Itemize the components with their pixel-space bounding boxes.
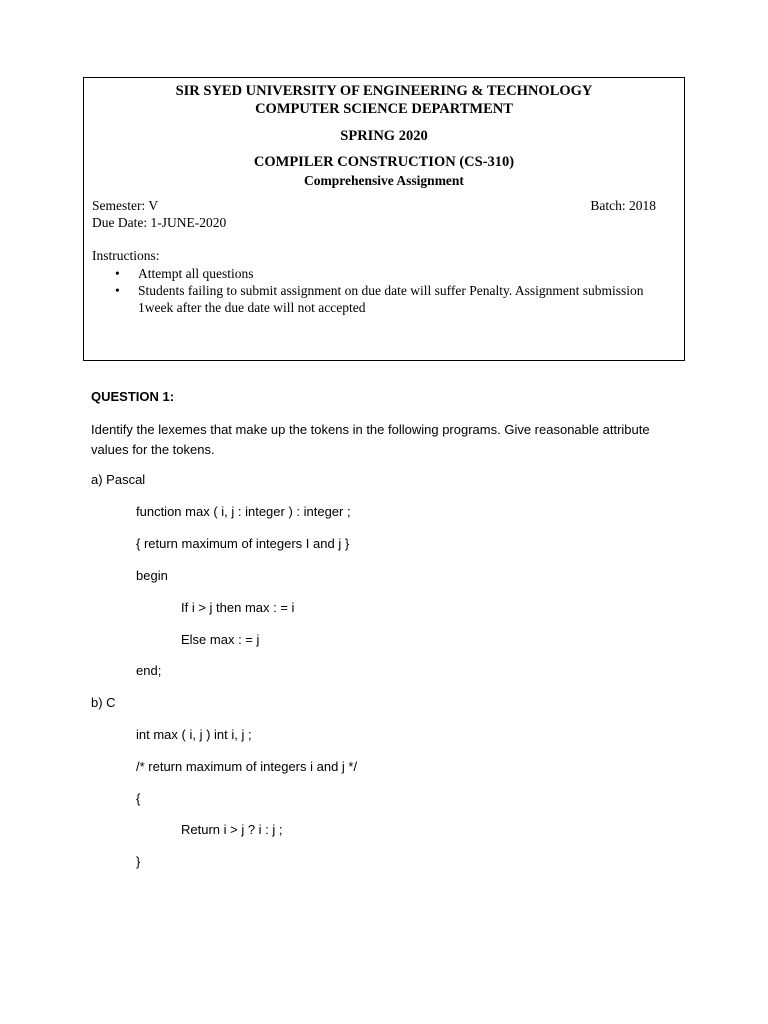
- semester-label: Semester: V: [92, 198, 159, 213]
- bullet-icon: •: [115, 283, 120, 298]
- term: SPRING 2020: [340, 128, 428, 144]
- question-title: QUESTION 1:: [91, 389, 175, 404]
- part-a-label: a) Pascal: [91, 472, 146, 487]
- code-line: { return maximum of integers I and j }: [136, 536, 350, 551]
- code-line: Return i > j ? i : j ;: [181, 822, 283, 837]
- batch-label: Batch: 2018: [590, 198, 656, 213]
- bullet-icon: •: [115, 266, 120, 281]
- assignment-type: Comprehensive Assignment: [304, 173, 464, 188]
- instruction-text: Attempt all questions: [138, 266, 254, 281]
- code-line: end;: [136, 663, 162, 678]
- part-b-label: b) C: [91, 695, 116, 710]
- code-line: /* return maximum of integers i and j */: [136, 759, 358, 774]
- instruction-item: [114, 282, 664, 316]
- assignment-header-box: [83, 77, 685, 361]
- code-line: int max ( i, j ) int i, j ;: [136, 727, 252, 742]
- department-name: COMPUTER SCIENCE DEPARTMENT: [255, 101, 513, 117]
- question-text: Identify the lexemes that make up the tokens in the following programs. Give reasonable attribute values for the tokens.: [91, 422, 650, 457]
- code-line: {: [136, 791, 141, 806]
- instruction-text: Students failing to submit assignment on due date will suffer Penalty. Assignment submission 1week after the due date will not accepted: [138, 283, 644, 315]
- due-date-label: Due Date: 1-JUNE-2020: [92, 215, 227, 230]
- course-title: COMPILER CONSTRUCTION (CS-310): [253, 154, 515, 170]
- instructions-title: Instructions:: [92, 248, 160, 263]
- instructions-list: [114, 265, 664, 316]
- code-line: begin: [136, 568, 168, 583]
- code-line: }: [136, 854, 141, 869]
- instruction-item: [114, 265, 664, 282]
- code-line: If i > j then max : = i: [181, 600, 295, 615]
- university-name: SIR SYED UNIVERSITY OF ENGINEERING & TECHNOLOGY: [175, 83, 593, 99]
- code-line: function max ( i, j : integer ) : integer ;: [136, 504, 351, 519]
- code-line: Else max : = j: [181, 632, 260, 647]
